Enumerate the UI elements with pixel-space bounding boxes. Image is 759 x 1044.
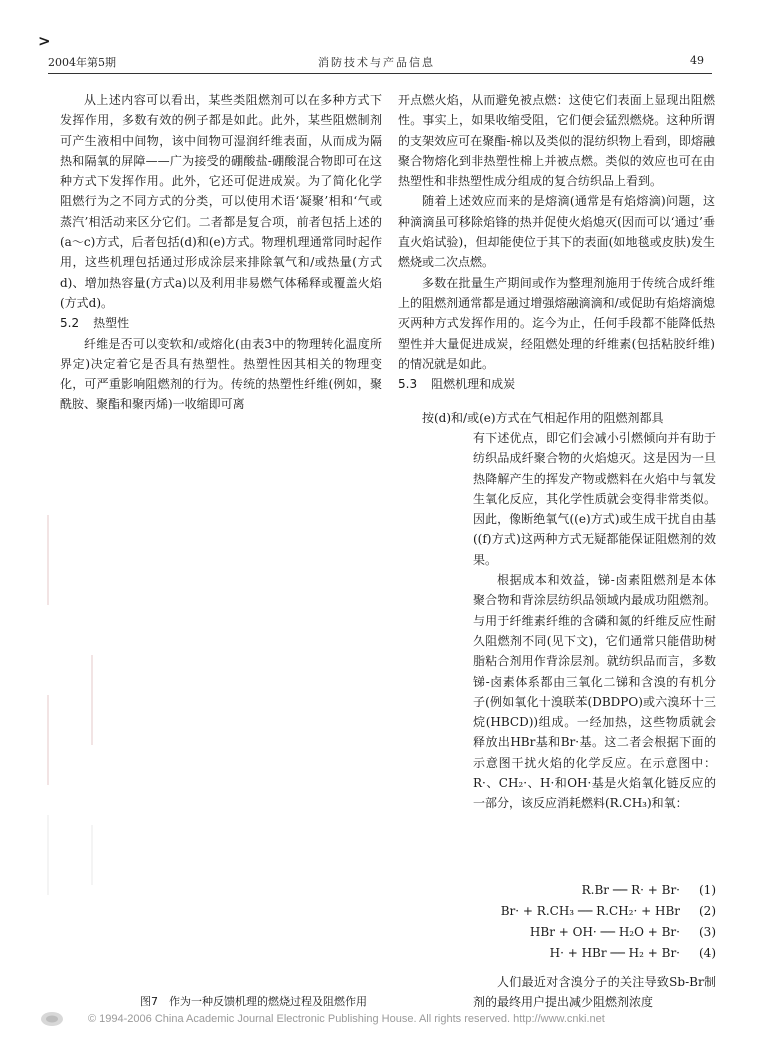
issue-label: 2004年第5期 (48, 56, 116, 69)
paragraph: 开点燃火焰，从而避免被点燃：这使它们表面上显现出阻燃性。事实上，如果收缩受阻，它们便会猛烈燃烧。这种所谓的支架效应可在聚酯-棉以及类似的混纺织物上看到，即熔融聚合物熔化到非热塑性棉上并被点燃。类似的效应也可在由热塑性和非热塑性成分组成的复合纺织品上看到。 (398, 93, 715, 189)
equation-number: (1) (699, 883, 716, 897)
section-number: 5.3 (398, 377, 418, 392)
right-column-bottom (473, 428, 716, 814)
figure-caption: 图7 作为一种反馈机理的燃烧过程及阻燃作用 (140, 995, 367, 1008)
journal-title: 消防技术与产品信息 (318, 56, 435, 69)
right-column-top (398, 90, 715, 394)
equation-number: (2) (699, 904, 716, 918)
section-heading-5-3 (398, 374, 715, 394)
copyright-notice: © 1994-2006 China Academic Journal Electronic Publishing House. All rights reserved. http://www.cnki.net (88, 1013, 605, 1025)
paragraph: 人们最近对含溴分子的关注导致Sb-Br制剂的最终用户提出减少阻燃剂浓度 (473, 975, 716, 1010)
paragraph: 纤维是否可以变软和/或熔化(由表3中的物理转化温度所界定)决定着它是否具有热塑性。热塑性因其相关的物理变化，可严重影响阻燃剂的行为。传统的热塑性纤维(例如，聚酰胺、聚酯和聚丙烯)一收缩即可离 (60, 336, 382, 412)
section-heading-5-2 (60, 313, 382, 333)
equation-number: (3) (699, 925, 716, 939)
equation-expression: R.Br ── R· + Br· (581, 883, 680, 897)
equation-number: (4) (699, 946, 716, 960)
equation-expression: H· + HBr ── H₂ + Br· (549, 946, 680, 960)
paragraph: 根据成本和效益，锑-卤素阻燃剂是本体聚合物和背涂层纺织品领域内最成功阻燃剂。与用于纤维素纤维的含磷和氮的纤维反应性耐久阻燃剂不同(见下文)，它们通常只能借助树脂粘合剂用作背涂层剂。就纺织品而言，多数锑-卤素体系都由三氧化二锑和含溴的有机分子(例如氧化十溴联苯(DBDPO)或六溴环十三烷(HBCD))组成。一经加热，这些物质就会释放出HBr基和Br·基。这二者会根据下面的示意图干扰火焰的化学反应。在示意图中：R·、CH₂·、H·和OH·基是火焰氧化链反应的一部分，该反应消耗燃料(R.CH₃)和氧： (473, 573, 716, 811)
equation-row (473, 901, 716, 922)
left-column (60, 90, 382, 415)
footer (40, 1010, 720, 1030)
equation-row (473, 922, 716, 943)
paragraph-lead: 按(d)和/或(e)方式在气相起作用的阻燃剂都具 (422, 411, 664, 425)
equation-expression: Br· + R.CH₃ ── R.CH₂· + HBr (500, 904, 680, 918)
right-column-tail (473, 972, 716, 1013)
equation-row (473, 943, 716, 964)
section-title: 热塑性 (93, 316, 130, 331)
section-title: 阻燃机理和成炭 (431, 377, 516, 392)
figure-7-faint-diagram (40, 425, 460, 995)
paragraph: 从上述内容可以看出，某些类阻燃剂可以在多种方式下发挥作用，多数有效的例子都是如此。此外，某些阻燃制剂可产生液相中间物，该中间物可湿润纤维表面，从而成为隔热和隔氧的屏障——广为接受的硼酸盐-硼酸混合物即可在这种方式下发挥作用。此外，它还可促进成炭。为了简化化学阻燃行为之不同方式的分类，可以使用术语‘凝聚’相和‘气或蒸汽’相活动来区分它们。二者都是复合项，前者包括上述的(a～c)方式，后者包括(d)和(e)方式。物理机理通常同时起作用，这些机理包括通过形成涂层来排除氧气和/或热量(方式d)、增加热容量(方式a)以及利用非易燃气体稀释或覆盖火焰(方式d)。 (60, 93, 382, 310)
equation-row (473, 880, 716, 901)
section-number: 5.2 (60, 316, 80, 331)
publisher-logo-icon (40, 1010, 64, 1028)
paragraph: 随着上述效应而来的是熔滴(通常是有焰熔滴)问题，这种滴滴虽可移除焰锋的热并促使火焰熄灭(因而可以‘通过’垂直火焰试验)，但却能使位于其下的表面(如地毯或皮肤)发生燃烧或二次点燃。 (398, 194, 715, 270)
page-number: 49 (690, 54, 704, 67)
paragraph: 多数在批量生产期间或作为整理剂施用于传统合成纤维上的阻燃剂通常都是通过增强熔融滴滴和/或促助有焰熔滴熄灭两种方式发挥作用的。迄今为止，任何手段都不能降低热塑性并大量促进成炭，经阻燃处理的纤维素(包括粘胶纤维)的情况就是如此。 (398, 275, 715, 371)
reaction-equations (473, 880, 716, 964)
corner-mark: > (38, 32, 51, 50)
header-rule (48, 73, 712, 74)
paragraph: 有下述优点，即它们会减小引燃倾向并有助于纺织品成纤聚合物的火焰熄灭。这是因为一旦热降解产生的挥发产物或燃料在火焰中与氧发生氧化反应，其化学性质就会变得非常类似。因此，像断绝氧气((e)方式)或生成干扰自由基((f)方式)这两种方式无疑都能保证阻燃剂的效果。 (473, 431, 716, 567)
equation-expression: HBr + OH· ── H₂O + Br· (529, 925, 680, 939)
